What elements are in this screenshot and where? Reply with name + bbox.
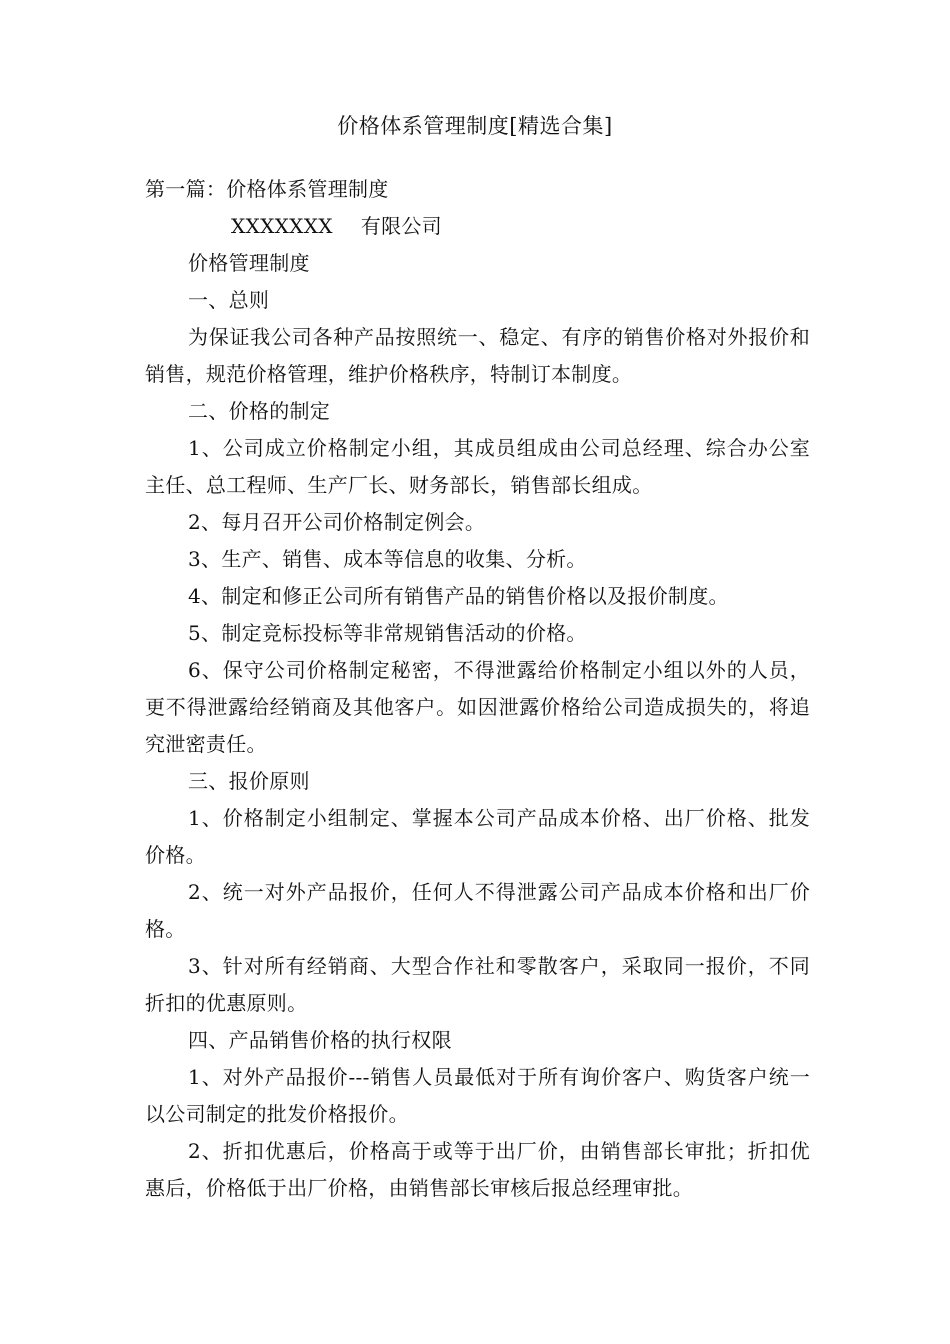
heading-price-setting: 二、价格的制定 (188, 399, 331, 423)
paragraph: 1、价格制定小组制定、掌握本公司产品成本价格、出厂价格、批发价格。 (145, 806, 810, 867)
document-title: 价格体系管理制度[精选合集] (337, 114, 613, 138)
paragraph: 4、制定和修正公司所有销售产品的销售价格以及报价制度。 (188, 584, 729, 608)
heading-execution-authority: 四、产品销售价格的执行权限 (188, 1028, 452, 1052)
paragraph: 2、折扣优惠后，价格高于或等于出厂价，由销售部长审批；折扣优惠后，价格低于出厂价格，由销售部长审核后报总经理审批。 (145, 1139, 810, 1200)
section-heading: 第一篇：价格体系管理制度 (145, 177, 389, 201)
paragraph: 3、针对所有经销商、大型合作社和零散客户，采取同一报价，不同折扣的优惠原则。 (145, 954, 810, 1015)
paragraph: 2、每月召开公司价格制定例会。 (188, 510, 486, 534)
paragraph: 2、统一对外产品报价，任何人不得泄露公司产品成本价格和出厂价格。 (145, 880, 810, 941)
document-body (145, 171, 810, 1207)
document-name: 价格管理制度 (188, 251, 310, 275)
paragraph: 为保证我公司各种产品按照统一、稳定、有序的销售价格对外报价和销售，规范价格管理，维护价格秩序，特制订本制度。 (145, 325, 810, 386)
heading-quote-principles: 三、报价原则 (188, 769, 310, 793)
paragraph: 1、公司成立价格制定小组，其成员组成由公司总经理、综合办公室主任、总工程师、生产厂长、财务部长，销售部长组成。 (145, 436, 810, 497)
company-name: XXXXXXX (231, 214, 333, 238)
company-line (145, 208, 810, 245)
paragraph: 3、生产、销售、成本等信息的收集、分析。 (188, 547, 587, 571)
paragraph: 6、保守公司价格制定秘密，不得泄露给价格制定小组以外的人员，更不得泄露给经销商及其他客户。如因泄露价格给公司造成损失的，将追究泄密责任。 (145, 658, 810, 756)
heading-general: 一、总则 (188, 288, 270, 312)
paragraph: 1、对外产品报价---销售人员最低对于所有询价客户、购货客户统一以公司制定的批发价格报价。 (145, 1065, 810, 1126)
company-suffix: 有限公司 (360, 214, 442, 238)
paragraph: 5、制定竞标投标等非常规销售活动的价格。 (188, 621, 587, 645)
